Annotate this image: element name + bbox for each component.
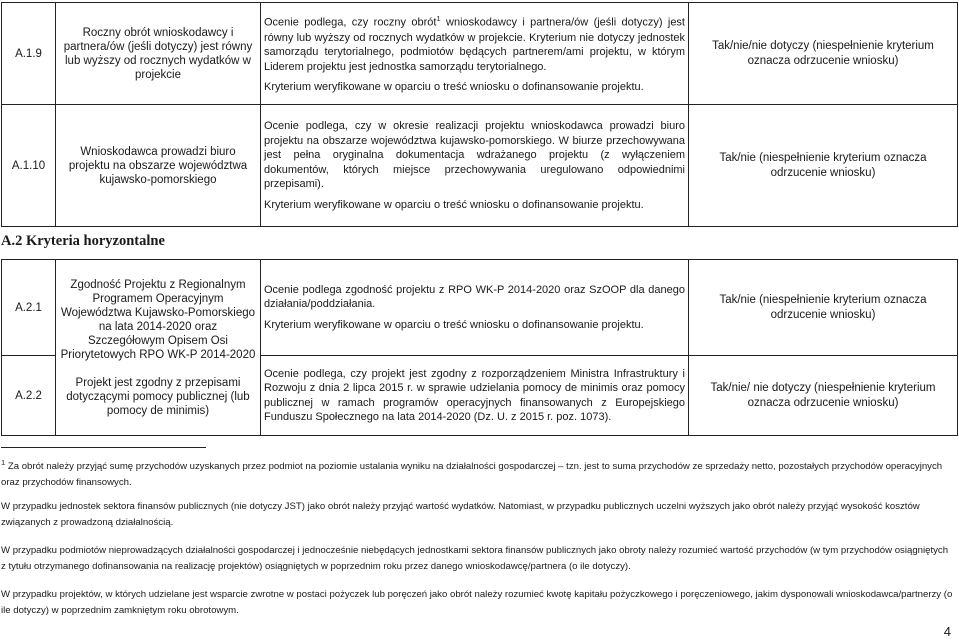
criterion-status: Tak/nie/nie dotyczy (niespełnienie kryterium oznacza odrzucenie wniosku) [689, 3, 958, 105]
criterion-description: Ocenie podlega, czy roczny obrót$^1$ wnioskodawcy i partnera/ów (jeśli dotyczy) jest równy lub wyższy od rocznych wydatków w projekcie. Kryterium nie dotyczy jednostek samorządu terytorialnego, podmiotów będących partnerem/ami projektu, w którym Liderem projektu jest jednostka samorządu terytorialnego. Kryterium weryfikowane w oparciu o treść wniosku o dofinansowanie projektu. [261, 3, 689, 105]
criterion-verification: Kryterium weryfikowane w oparciu o treść wniosku o dofinansowanie projektu. [264, 81, 644, 94]
footnote-separator [1, 447, 206, 448]
criterion-description: Ocenie podlega, czy w okresie realizacji projektu wnioskodawca prowadzi biuro projektu na obszarze województwa kujawsko-pomorskiego. W biurze przechowywana jest pełna oryginalna dokumentacja wdrażanego projektu (z wyłączeniem dokumentów, których miejsce przechowywania uregulowano odpowiednimi przepisami). Kryterium weryfikowane w oparciu o treść wniosku o dofinansowanie projektu. [261, 105, 689, 227]
criterion-names [56, 260, 261, 436]
footnote-paragraph: W przypadku jednostek sektora finansów publicznych (nie dotyczy JST) jako obrót należy przyjąć wartość wydatków. Natomiast, w przypadku publicznych uczelni wyższych jako obrót należy przyjąć wysokość kosztów związanych z prowadzoną działalnością. [1, 501, 920, 528]
footnote-1: $^1$ Za obrót należy przyjąć sumę przychodów uzyskanych przez podmiot na poziomie ustalania wyniku na działalności gospodarczej – tzn. jest to suma przychodów ze sprzedaży netto, pozostałych przychodów operacyjnych oraz przychodów finansowych. [1, 458, 943, 489]
criterion-code: A.1.10 [2, 105, 56, 227]
criterion-verification: Kryterium weryfikowane w oparciu o treść wniosku o dofinansowanie projektu. [264, 198, 644, 211]
criterion-description: Ocenie podlega zgodność projektu z RPO WK-P 2014-2020 oraz SzOOP dla danego działania/poddziałania. Kryterium weryfikowane w oparciu o treść wniosku o dofinansowanie projektu. [261, 260, 689, 356]
criterion-verification: Kryterium weryfikowane w oparciu o treść wniosku o dofinansowanie projektu. [264, 318, 644, 331]
criterion-status: Tak/nie/ nie dotyczy (niespełnienie kryterium oznacza odrzucenie wniosku) [689, 356, 958, 436]
page-number: 4 [943, 624, 951, 639]
criterion-status: Tak/nie (niespełnienie kryterium oznacza odrzucenie wniosku) [689, 105, 958, 227]
criterion-code: A.1.9 [2, 3, 56, 105]
criterion-name: Wnioskodawca prowadzi biuro projektu na obszarze województwa kujawsko-pomorskiego [56, 105, 261, 227]
footnote-paragraph: W przypadku projektów, w których udzielane jest wsparcie zwrotne w postaci pożyczek lub poręczeń jako obrót należy rozumieć kwotę kapitału pożyczkowego i poręczeniowego, jakim dysponowali wnioskodawca/partnerzy (o ile dotyczy) w poprzednim zamkniętym roku obrotowym. [1, 589, 953, 616]
criterion-name: Projekt jest zgodny z przepisami dotyczącymi pomocy publicznej (lub pomocy de minimis) [66, 376, 250, 417]
footnote-ref[interactable]: 1 [436, 14, 441, 24]
footnote-paragraph: W przypadku podmiotów nieprowadzących działalności gospodarczej i jednocześnie niebędących jednostkami sektora finansów publicznych jako obroty należy rozumieć wartość przychodów (w tym przychodów osiągniętych z tytułu otrzymanego dofinansowania na realizację projektów) osiągniętych w poprzednim roku przez danego wnioskodawcę/partnera (o ile dotyczy). [1, 545, 949, 572]
criterion-name: Roczny obrót wnioskodawcy i partnera/ów (jeśli dotyczy) jest równy lub wyższy od rocznych wydatków w projekcie [56, 3, 261, 105]
criterion-status: Tak/nie (niespełnienie kryterium oznacza odrzucenie wniosku) [689, 260, 958, 356]
criteria-table-a2 [1, 259, 958, 436]
criterion-code: A.2.2 [2, 356, 56, 436]
criteria-table-a1 [1, 2, 958, 227]
section-title: A.2 Kryteria horyzontalne [1, 233, 165, 249]
criterion-name: Zgodność Projektu z Regionalnym Programem Operacyjnym Województwa Kujawsko-Pomorskiego na lata 2014-2020 oraz Szczegółowym Opisem Osi Priorytetowych RPO WK-P 2014-2020 [60, 278, 256, 361]
criterion-description: Ocenie podlega, czy projekt jest zgodny z rozporządzeniem Ministra Infrastruktury i Rozwoju z dnia 2 lipca 2015 r. w sprawie udzielania pomocy de minimis oraz pomocy publicznej w ramach programów operacyjnych finansowanych z Europejskiego Funduszu Społecznego na lata 2014-2020 (Dz. U. z 2015 r. poz. 1073). [261, 356, 689, 436]
table-row [2, 3, 958, 105]
table-row [2, 260, 958, 356]
criterion-code: A.2.1 [2, 260, 56, 356]
footnote-mark: 1 [1, 458, 6, 467]
table-row [2, 105, 958, 227]
